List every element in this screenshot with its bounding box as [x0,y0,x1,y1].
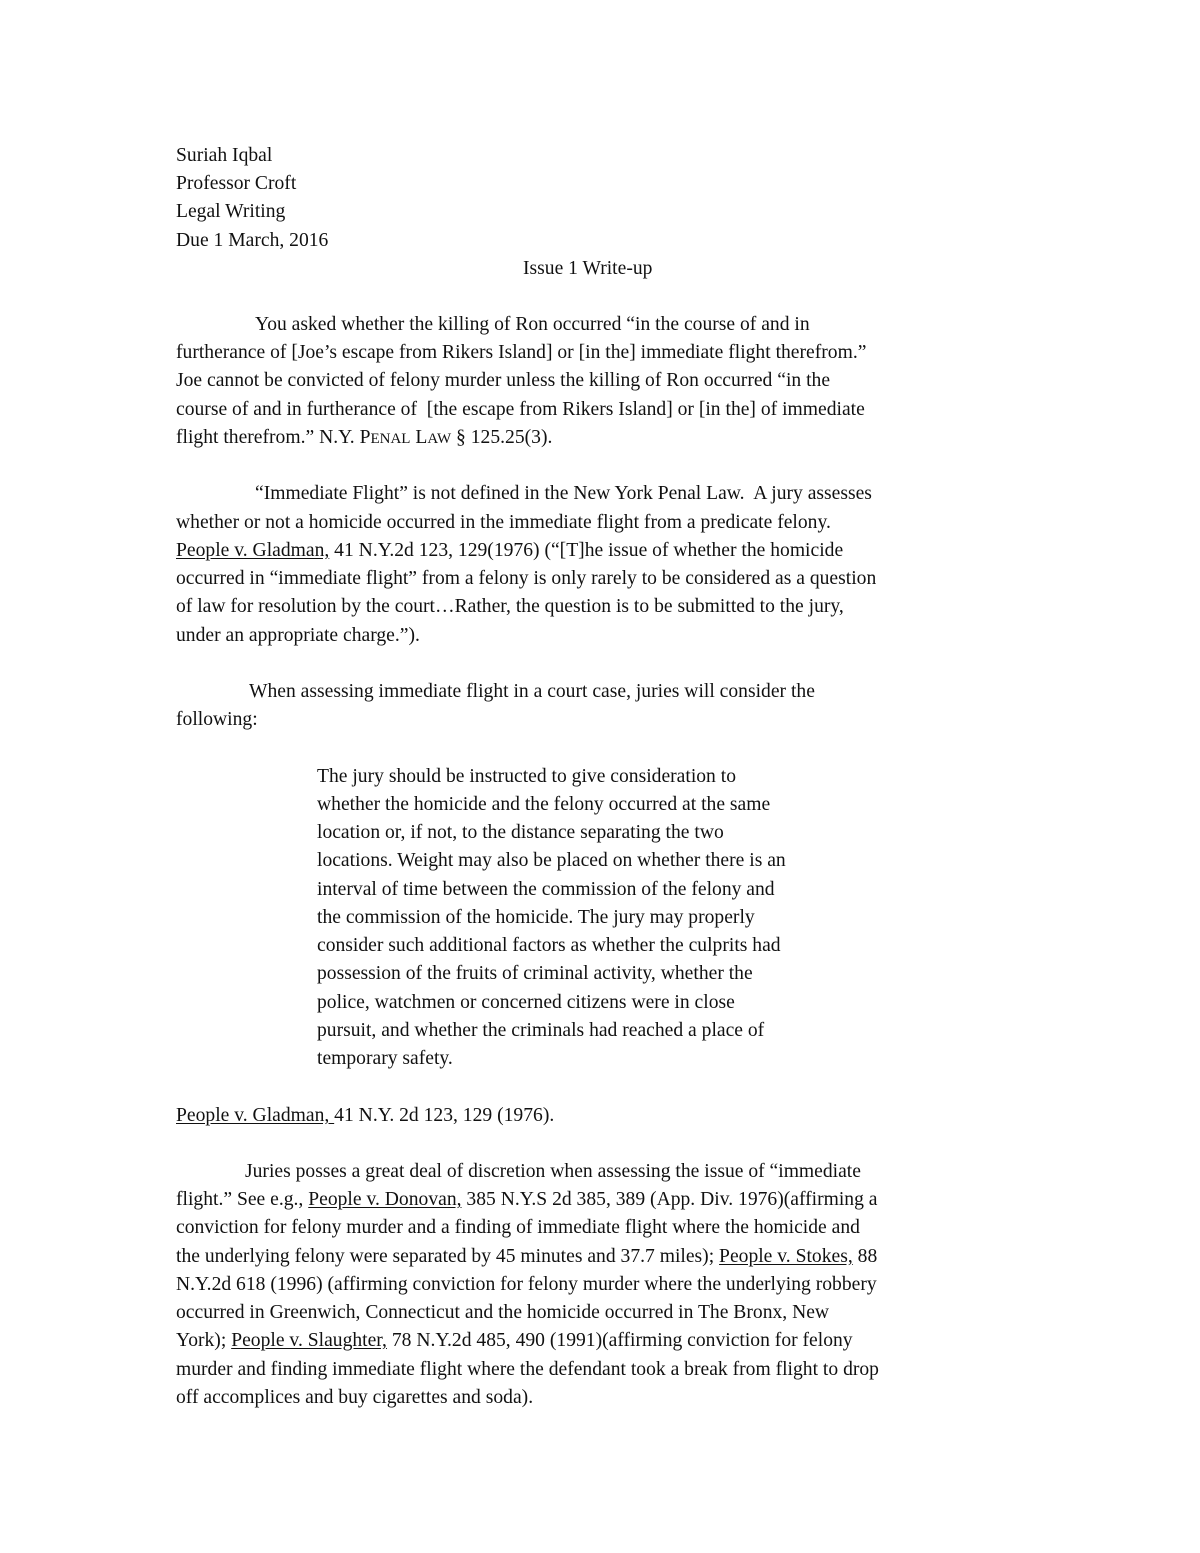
case-name: People v. Gladman, [176,1105,335,1126]
case-name: People v. Slaughter, [231,1330,387,1351]
paragraph-1-line: Joe cannot be convicted of felony murder unless the killing of Ron occurred “in the [176,370,831,391]
paragraph-2-line: of law for resolution by the court…Rather, the question is to be submitted to the jury, [176,596,844,617]
block-quote-line: temporary safety. [317,1048,453,1069]
paragraph-1-line: You asked whether the killing of Ron occurred “in the course of and in [255,314,810,335]
paragraph-2-line: whether or not a homicide occurred in the immediate flight from a predicate felony. [176,512,831,533]
block-quote-citation: People v. Gladman, 41 N.Y. 2d 123, 129 (1976). [176,1105,555,1126]
penal-small-caps: ENAL [370,431,411,447]
block-quote-line: possession of the fruits of criminal activity, whether the [317,963,753,984]
due-date: Due 1 March, 2016 [176,230,329,251]
paragraph-3-line: When assessing immediate flight in a court case, juries will consider the [249,681,815,702]
block-quote-line: locations. Weight may also be placed on whether there is an [317,850,786,871]
paragraph-1-line: course of and in furtherance of [the escape from Rikers Island] or [in the] of immediate [176,399,865,420]
paragraph-4-line: N.Y.2d 618 (1996) (affirming conviction for felony murder where the underlying robbery [176,1274,877,1295]
block-quote-line: whether the homicide and the felony occurred at the same [317,794,771,815]
document-title: Issue 1 Write-up [523,258,653,279]
block-quote-line: pursuit, and whether the criminals had reached a place of [317,1020,765,1041]
paragraph-4-line: conviction for felony murder and a finding of immediate flight where the homicide and [176,1217,860,1238]
block-quote-line: consider such additional factors as whether the culprits had [317,935,781,956]
statute-lead-in: flight therefrom.” N.Y. [176,427,360,448]
paragraph-2-line: People v. Gladman, 41 N.Y.2d 123, 129(1976) (“[T]he issue of whether the homicide [176,540,844,561]
paragraph-4-line: murder and finding immediate flight where the defendant took a break from flight to drop [176,1359,879,1380]
paragraph-4-line: York); People v. Slaughter, 78 N.Y.2d 485, 490 (1991)(affirming conviction for felony [176,1330,853,1351]
paragraph-3-line: following: [176,709,258,730]
course-name: Legal Writing [176,201,286,222]
author-name: Suriah Iqbal [176,145,273,166]
law-small-caps: AW [427,431,452,447]
block-quote-line: location or, if not, to the distance separating the two [317,822,724,843]
paragraph-4-line: flight.” See e.g., People v. Donovan, 385 N.Y.S 2d 385, 389 (App. Div. 1976)(affirming a [176,1189,878,1210]
case-name: People v. Gladman, [176,540,330,561]
block-quote-line: interval of time between the commission of the felony and [317,879,775,900]
block-quote-line: police, watchmen or concerned citizens were in close [317,992,735,1013]
paragraph-1-line: furtherance of [Joe’s escape from Rikers Island] or [in the] immediate flight therefrom.” [176,342,867,363]
case-name: People v. Donovan, [308,1189,462,1210]
paragraph-4-line: occurred in Greenwich, Connecticut and the homicide occurred in The Bronx, New [176,1302,830,1323]
professor-name: Professor Croft [176,173,297,194]
statute-section: § 125.25(3). [451,427,553,448]
paragraph-4-line: Juries posses a great deal of discretion when assessing the issue of “immediate [245,1161,861,1182]
block-quote-line: The jury should be instructed to give consideration to [317,766,736,787]
paragraph-2-line: occurred in “immediate flight” from a felony is only rarely to be considered as a question [176,568,877,589]
law-l: L [415,427,428,448]
penal-p: P [359,427,371,448]
case-name: People v. Stokes, [719,1246,853,1267]
paragraph-4-line: off accomplices and buy cigarettes and soda). [176,1387,534,1408]
paragraph-4-line: the underlying felony were separated by 45 minutes and 37.7 miles); People v. Stokes, 88 [176,1246,878,1267]
paragraph-2-line: “Immediate Flight” is not defined in the New York Penal Law. A jury assesses [255,483,872,504]
block-quote-line: the commission of the homicide. The jury may properly [317,907,755,928]
paragraph-1-line [176,428,552,448]
paragraph-2-line: under an appropriate charge.”). [176,625,420,646]
